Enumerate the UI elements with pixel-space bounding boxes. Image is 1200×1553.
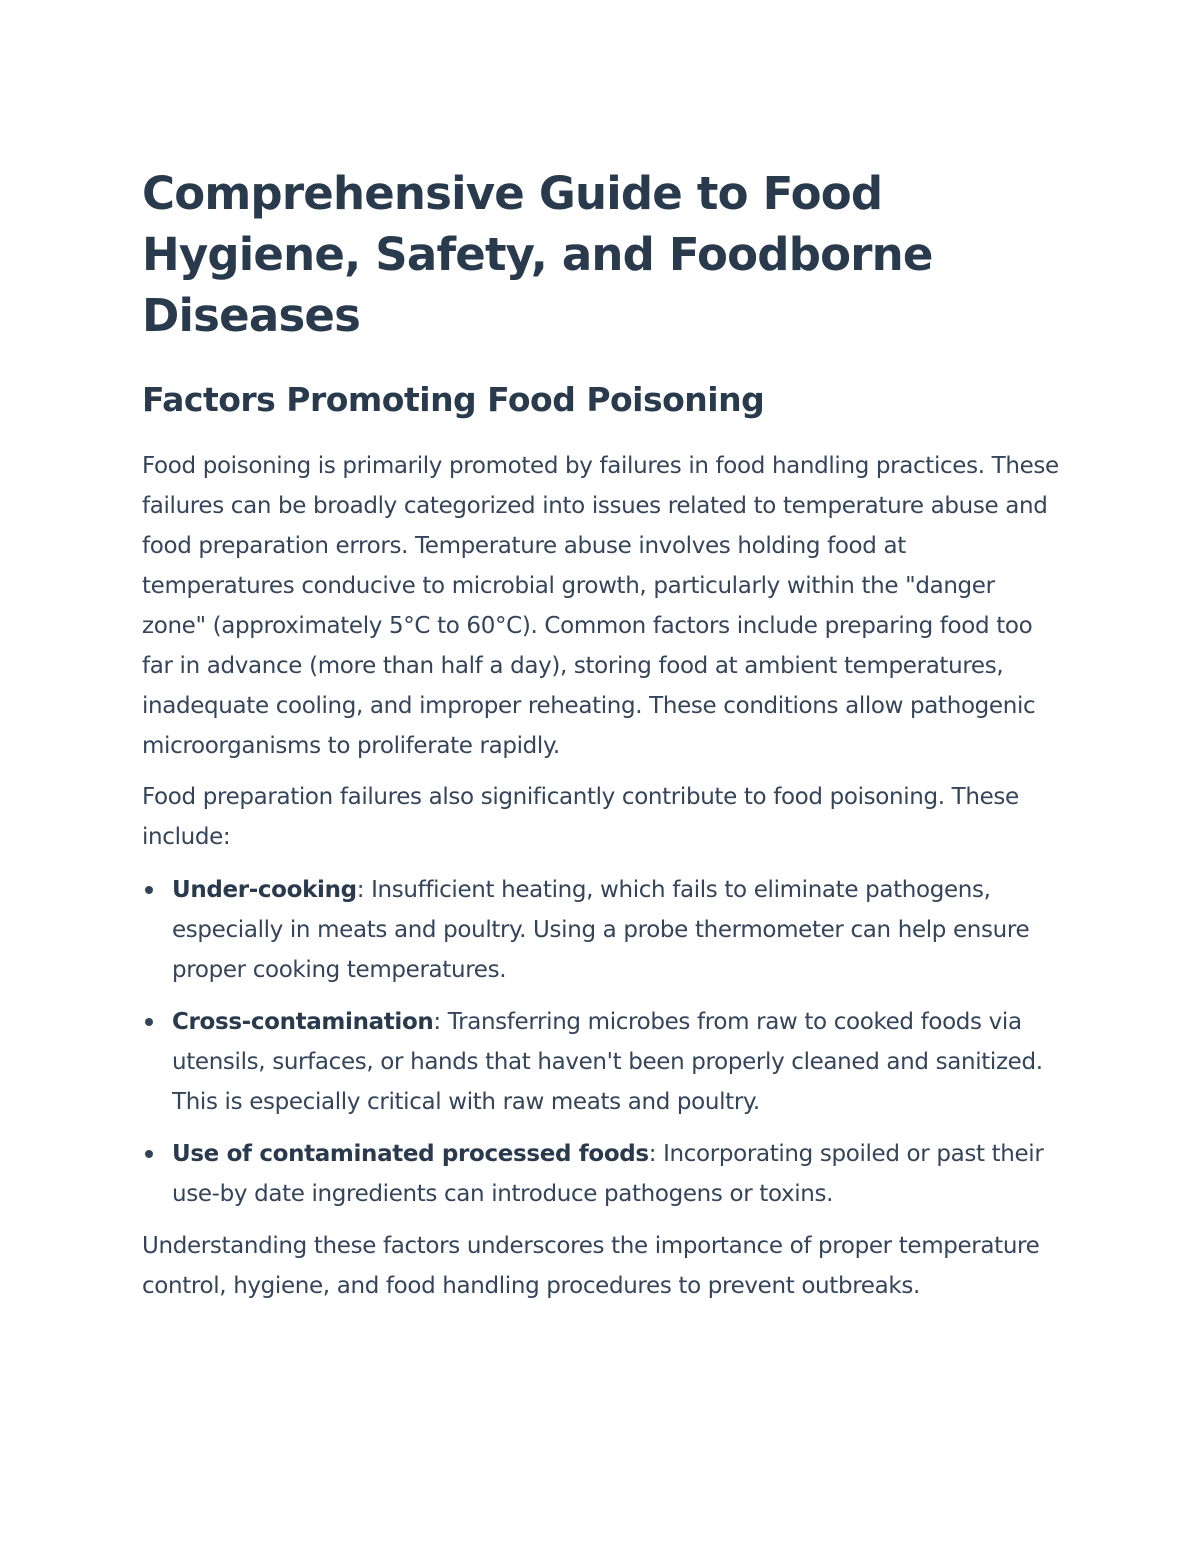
list-item-text: : Incorporating spoiled or past their use-by date ingredients can introduce pathogens or toxins.: [172, 1141, 1044, 1207]
intro-paragraph: Food poisoning is primarily promoted by failures in food handling practices. These failures can be broadly categorized into issues related to temperature abuse and food preparation errors. Temperature abuse involves holding food at temperatures conducive to microbial growth, particularly within the "danger zone" (approximately 5°C to 60°C). Common factors include preparing food too far in advance (more than half a day), storing food at ambient temperatures, inadequate cooling, and improper reheating. These conditions allow pathogenic microorganisms to proliferate rapidly.: [142, 453, 1059, 759]
bullet-icon: [145, 1150, 153, 1158]
document-page: [142, 163, 1062, 1306]
list-item: [142, 1002, 1062, 1122]
bullet-icon: [145, 886, 153, 894]
document-title: Comprehensive Guide to Food Hygiene, Safety, and Foodborne Diseases: [142, 167, 933, 342]
list-item: [142, 1134, 1062, 1214]
preparation-failures-paragraph: Food preparation failures also significantly contribute to food poisoning. These include:: [142, 784, 1019, 850]
section-heading: Factors Promoting Food Poisoning: [142, 380, 765, 419]
list-item-text: : Insufficient heating, which fails to eliminate pathogens, especially in meats and poultry. Using a probe thermometer can help ensure proper cooking temperatures.: [172, 877, 1030, 983]
list-item-term: Under-cooking: [172, 877, 357, 903]
list-item-text: : Transferring microbes from raw to cooked foods via utensils, surfaces, or hands that haven't been properly cleaned and sanitized. This is especially critical with raw meats and poultry.: [172, 1009, 1043, 1115]
list-item-term: Cross-contamination: [172, 1009, 434, 1035]
conclusion-paragraph: Understanding these factors underscores the importance of proper temperature control, hygiene, and food handling procedures to prevent outbreaks.: [142, 1233, 1040, 1299]
factors-list: [142, 870, 1062, 1214]
list-item: [142, 870, 1062, 990]
list-item-term: Use of contaminated processed foods: [172, 1141, 649, 1167]
bullet-icon: [145, 1018, 153, 1026]
